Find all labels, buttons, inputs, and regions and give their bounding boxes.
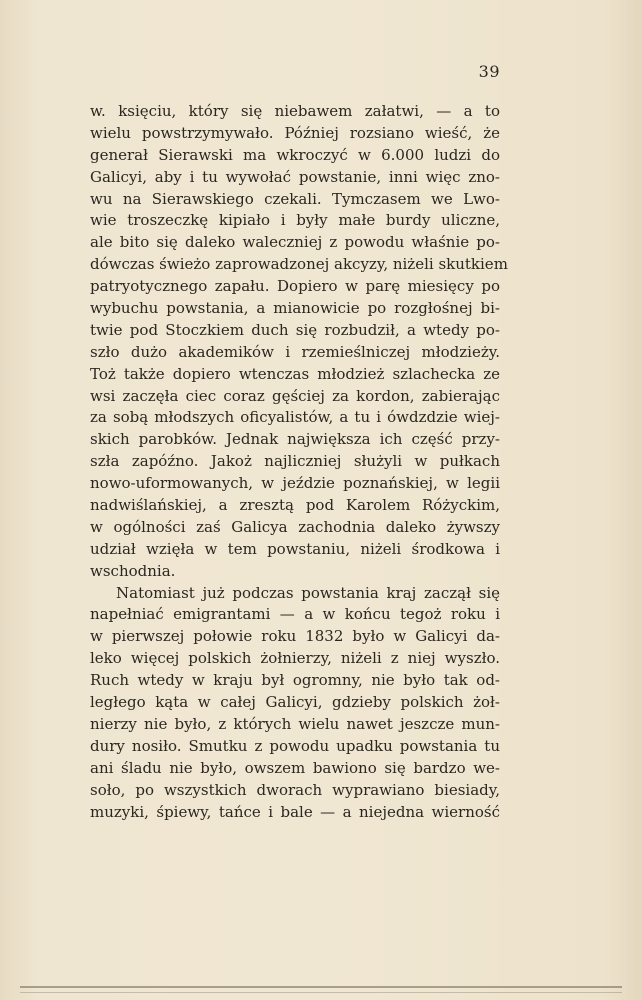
text-line: wschodnia. — [90, 561, 176, 580]
text-line: w ogólności zaś Galicya zachodnia daleko żywszy — [90, 517, 500, 536]
text-line: wie troszeczkę kipiało i były małe burdy uliczne, — [90, 211, 500, 230]
text-line: ległego kąta w całej Galicyi, gdzieby polskich żoł- — [90, 693, 500, 712]
text-line: ale bito się daleko waleczniej z powodu właśnie po- — [90, 233, 500, 252]
paragraph — [90, 101, 508, 583]
text-line: szła zapóźno. Jakoż najliczniej służyli w pułkach — [90, 452, 500, 471]
text-line: w. księciu, który się niebawem załatwi, — a to — [90, 102, 500, 120]
text-line: wsi zaczęła ciec coraz gęściej za kordon, zabierając — [90, 386, 500, 405]
text-line: Natomiast już podczas powstania kraj zaczął się — [116, 583, 500, 602]
text-line: napełniać emigrantami — a w końcu tegoż roku i — [90, 605, 500, 624]
text-line: szło dużo akademików i rzemieślniczej młodzieży. — [90, 342, 500, 361]
text-line: nierzy nie było, z których wielu nawet jeszcze mun- — [90, 714, 500, 733]
text-line: patryotycznego zapału. Dopiero w parę miesięcy po — [90, 277, 500, 296]
text-line: leko więcej polskich żołnierzy, niżeli z niej wyszło. — [90, 649, 500, 668]
text-line: wybuchu powstania, a mianowicie po rozgłośnej bi- — [90, 299, 500, 318]
page-number: 39 — [478, 62, 500, 81]
text-line: wielu powstrzymywało. Później rozsiano wieść, że — [90, 123, 500, 142]
text-line: ani śladu nie było, owszem bawiono się bardzo we- — [90, 758, 500, 777]
paragraph — [90, 583, 500, 824]
text-line: twie pod Stoczkiem duch się rozbudził, a wtedy po- — [90, 320, 500, 339]
text-line: nowo-uformowanych, w jeździe poznańskiej, w legii — [90, 474, 500, 493]
page-edge-line — [20, 992, 622, 993]
text-line: skich parobków. Jednak największa ich część przy- — [90, 430, 500, 449]
text-line: generał Sierawski ma wkroczyć w 6.000 ludzi do — [90, 145, 500, 164]
text-line: Toż także dopiero wtenczas młodzież szlachecka ze — [90, 364, 500, 383]
text-line: udział wzięła w tem powstaniu, niżeli środkowa i — [90, 539, 500, 558]
body-text — [90, 101, 508, 823]
text-line: dury nosiło. Smutku z powodu upadku powstania tu — [90, 736, 500, 755]
page-edge-line — [20, 986, 622, 988]
text-line: soło, po wszystkich dworach wyprawiano biesiady, — [90, 780, 500, 799]
text-line: w pierwszej połowie roku 1832 było w Galicyi da- — [90, 627, 500, 646]
text-line: Ruch wtedy w kraju był ogromny, nie było tak od- — [90, 671, 500, 690]
text-line: za sobą młodszych oficyalistów, a tu i ówdzdzie wiej- — [90, 408, 500, 427]
text-line: wu na Sierawskiego czekali. Tymczasem we Lwo- — [90, 189, 500, 208]
text-line: nadwiślańskiej, a zresztą pod Karolem Różyckim, — [90, 496, 500, 515]
text-line: muzyki, śpiewy, tańce i bale — a niejedna wierność — [90, 802, 500, 821]
text-line: dówczas świeżo zaprowadzonej akcyzy, niżeli skutkiem — [90, 255, 508, 274]
text-line: Galicyi, aby i tu wywołać powstanie, inni więc zno- — [90, 167, 500, 186]
